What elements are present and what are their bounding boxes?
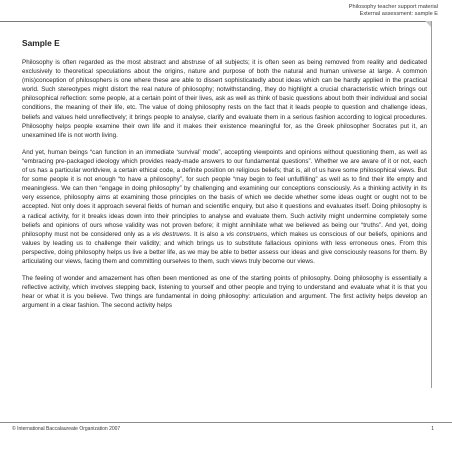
paragraph-2 bbox=[22, 148, 427, 266]
frame-corner-fold bbox=[425, 21, 431, 27]
paragraph-1: Philosophy is often regarded as the most abstract and abstruse of all subjects; it is often seen as being removed from reality and dedicated exclusively to theoretical speculations about the origins, nature and purpose of both the natural and human universe at large. A common (mis)conception of philosophers is one where these are able to dissert sophisticatedly about ideas which can be hardly applied in the practical world. Such stereotypes might distort the real nature of philosophy; notwithstanding, they do highlight a crucial characteristic which brings out philosophical reflection: some people, at a certain point of their lives, ask as well as think of basic questions about both their individual and social conditions, the meaning of their life, etc. The value of doing philosophy rests on the fact that it leads people to question and challenge ideas, beliefs and values held unreflectively; it brings people to analyse, clarify and evaluate them in a serious fashion according to logical procedures. Philosophy helps people examine their own life and it makes their existence meaningful for, as the Greek philosopher Socrates put it, an unexamined life is not worth living. bbox=[22, 59, 427, 139]
paragraph-3: The feeling of wonder and amazement has often been mentioned as one of the starting points of philosophy. Doing philosophy is essentially a reflective activity, which involves stepping back, listening to yourself and other people and trying to understand and evaluate what it is that you hear or what it is you believe. Two things are fundamental in doing philosophy: articulation and argument. The first activity helps develop an argument in a clear fashion. The second activity helps bbox=[22, 275, 427, 310]
frame-right-rule bbox=[431, 21, 432, 388]
section-title: Sample E bbox=[22, 38, 60, 48]
running-header bbox=[349, 4, 438, 19]
latin-term: vis construens bbox=[226, 230, 268, 238]
paragraph-2-text: And yet, human beings “can function in an immediate ‘survival’ mode”, accepting viewpoints and opinions without questioning them, as well as “embracing pre-packaged ideology which provides ready-made answers to our fundamental questions”. Whether we are aware of it or not, each of us has a particular worldview, a certain ethical code, a definite position on religious beliefs; that is, all of us have some philosophical views. But for some people it is not enough “to have a philosophy”, for such people “may begin to feel unfulfilling” as well as to find their life empty and meaningless. We can then “engage in doing philosophy” by challenging and examining our conceptions consciously. As a thinking activity in its very essence, philosophy aims at examining those principles on the basis of which we decide whether some ideas ought or ought not to be accepted. Not only does it approach several fields of human and scientific enquiry, but also it questions and evaluates itself. Doing philosophy is a radical activity, for it breaks ideas down into their principles to analyse and evaluate them. Such activity might undermine completely some beliefs and opinions of ours whose validity was not proven before; it might annihilate what we believed as being our “truths”. And yet, doing philosophy must not be considered only as a vis destruens. It is also a vis construens, which makes us conscious of our beliefs, opinions and values by leading us to challenge their validity; and which brings us to substitute fallacious opinions with less erroneous ones. From this perspective, doing philosophy helps us live a better life, as we may be able to better assess our ideas and give consciously reasons for them. By articulating our views, facing them and committing ourselves to them, such views truly become our views. bbox=[22, 148, 427, 265]
header-subtitle: External assessment: sample E bbox=[359, 11, 438, 18]
footer-copyright: © International Baccalaureate Organization 2007 bbox=[12, 426, 121, 432]
latin-term: vis destruens bbox=[152, 230, 190, 238]
footer-rule bbox=[0, 422, 452, 423]
frame-top-right-rule bbox=[360, 21, 431, 22]
main-content bbox=[22, 38, 427, 310]
header-course-title: Philosophy teacher support material bbox=[348, 4, 438, 10]
footer-page-number: 1 bbox=[431, 426, 434, 432]
header-rule bbox=[0, 21, 360, 22]
